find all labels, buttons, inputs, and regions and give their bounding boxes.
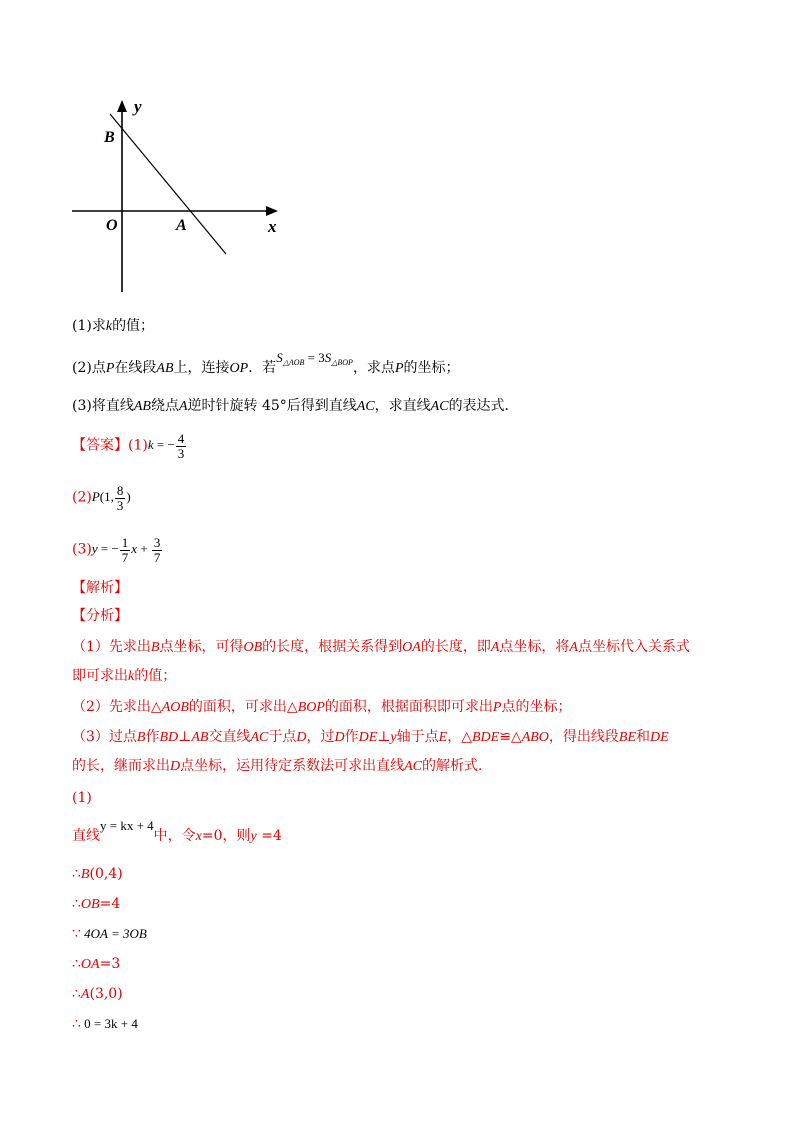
solution-step-ob: ∴OB=4: [72, 896, 121, 912]
line-ab: [110, 114, 226, 254]
solution-step-oa: ∴OA=3: [72, 956, 121, 972]
area-condition: $S_{\triangle AOB} = 3S_{\triangle BOP}$: [276, 350, 353, 367]
x-axis-arrow-icon: [266, 206, 278, 216]
question-3: (3)将直线AB绕点A逆时针旋转 45°后得到直线AC，求直线AC的表达式．: [72, 398, 519, 414]
analysis-p3-line2: 的长，继而求出D点坐标，运用待定系数法可求出直线AC的解析式.: [72, 758, 483, 774]
analysis-p1-line1: （1）先求出B点坐标，可得OB的长度，根据关系得到OA的长度，即A点坐标，将A点坐标代入关系式: [72, 639, 690, 655]
coordinate-diagram: [60, 92, 290, 302]
x-axis-label: x: [268, 217, 277, 236]
answer-3: (3)y = − $\frac{1}{7}$ x + $\frac{3}{7}$: [72, 535, 161, 565]
answer-1: 【答案】(1)k = − $\frac{4}{3}$: [72, 431, 185, 461]
origin-label: O: [106, 217, 118, 234]
point-a-label: A: [176, 217, 187, 234]
y-axis-label: y: [134, 97, 142, 116]
analysis-summary-tag: 【分析】: [72, 608, 128, 624]
fraction-1-7: $\frac{1}{7}$: [121, 535, 129, 565]
solution-step-b: ∴B(0,4): [72, 866, 123, 882]
question-1: (1)求k的值；: [72, 318, 155, 334]
solution-label: (1): [72, 790, 92, 806]
solution-step-a: ∴A(3,0): [72, 986, 123, 1002]
fraction-3-7: $\frac{3}{7}$: [153, 535, 161, 565]
question-2: (2)点P在线段AB上，连接OP．若$S_{\triangle AOB} = 3S_{\triangle BOP}$，求点P的坐标；: [72, 350, 460, 376]
answer-2: (2)P(1, $\frac{8}{3}$ ): [72, 483, 131, 513]
analysis-tag: 【解析】: [72, 580, 128, 596]
fraction-8-3: $\frac{8}{3}$: [116, 483, 124, 513]
solution-step-relation: ∵ 4OA = 3OB: [72, 926, 147, 942]
fraction-4-3: $\frac{4}{3}$: [177, 431, 185, 461]
point-b-label: B: [104, 129, 115, 146]
coordinate-figure: [60, 92, 290, 302]
analysis-p1-line2: 即可求出k的值；: [72, 668, 177, 684]
y-axis-arrow-icon: [117, 100, 127, 112]
answer-tag: 【答案】: [72, 437, 128, 454]
analysis-p2: （2）先求出△AOB的面积，可求出△BOP的面积，根据面积即可求出P点的坐标；: [72, 699, 572, 715]
analysis-p3-line1: （3）过点B作BD⊥AB交直线AC于点D，过D作DE⊥y轴于点E，△BDE≌△ABO，得出线段BE和DE: [72, 729, 669, 745]
solution-step-k-eq: ∴ 0 = 3k + 4: [72, 1016, 138, 1032]
solution-line-def: 直线y = kx + 4中，令x=0，则y =4: [72, 818, 282, 844]
